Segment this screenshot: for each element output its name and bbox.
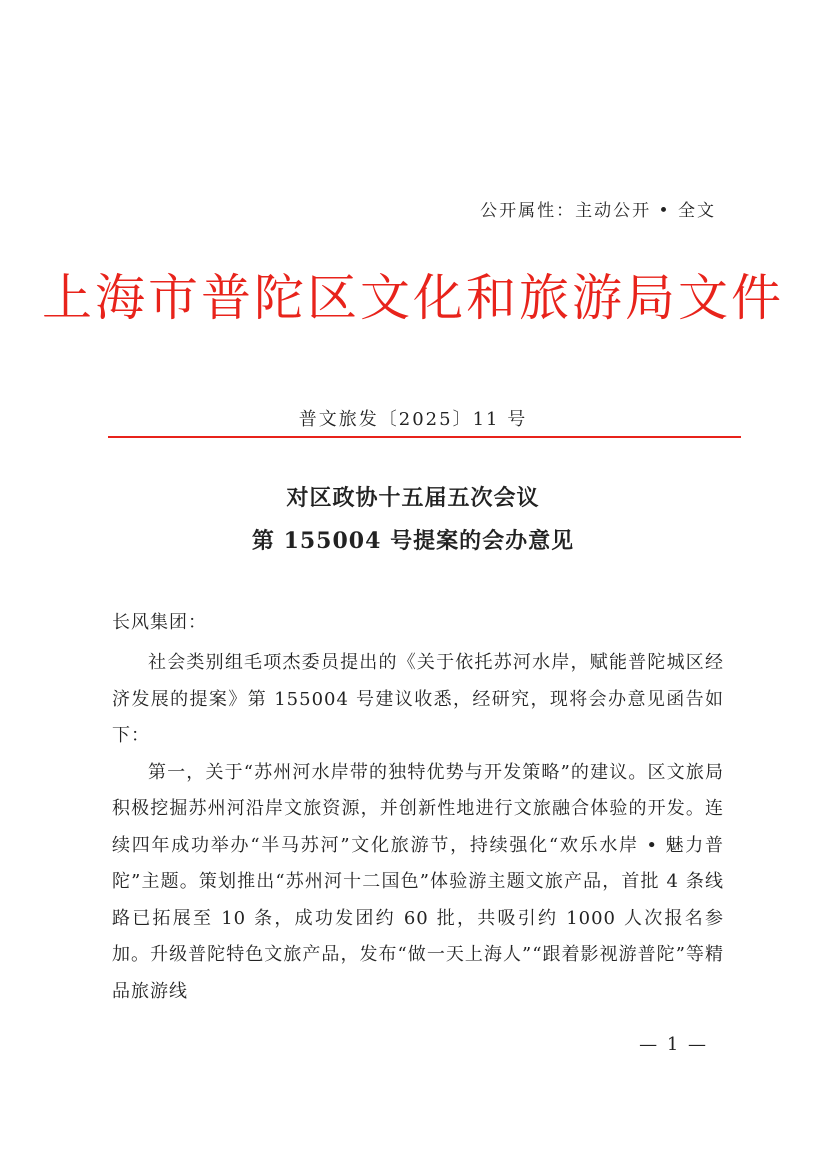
- document-number: 普文旅发〔2025〕11 号: [298, 409, 528, 430]
- disclosure-attribute: 公开属性：主动公开 • 全文: [480, 201, 716, 221]
- document-masthead: 上海市普陀区文化和旅游局文件: [42, 269, 784, 327]
- salutation: 长风集团：: [112, 612, 207, 633]
- document-title-line-2: 第 155004 号提案的会办意见: [251, 528, 575, 554]
- page-number: — 1 —: [639, 1034, 708, 1055]
- body-paragraph: 社会类别组毛项杰委员提出的《关于依托苏河水岸，赋能普陀城区经济发展的提案》第 155004 号建议收悉，经研究，现将会办意见函告如下：: [112, 652, 724, 746]
- document-title-line-1: 对区政协十五届五次会议: [286, 485, 540, 511]
- body-paragraph: 第一，关于“苏州河水岸带的独特优势与开发策略”的建议。区文旅局积极挖掘苏州河沿岸文旅资源，并创新性地进行文旅融合体验的开发。连续四年成功举办“半马苏河”文化旅游节，持续强化“欢乐水岸 • 魅力普陀”主题。策划推出“苏州河十二国色”体验游主题文旅产品，首批 4 条线路已拓展至 10 条，成功发团约 60 批，共吸引约 1000 人次报名参加。升级普陀特色文旅产品，发布“做一天上海人”“跟着影视游普陀”等精品旅游线: [112, 761, 724, 1002]
- red-divider-line: [108, 436, 741, 438]
- document-body: [112, 645, 724, 1010]
